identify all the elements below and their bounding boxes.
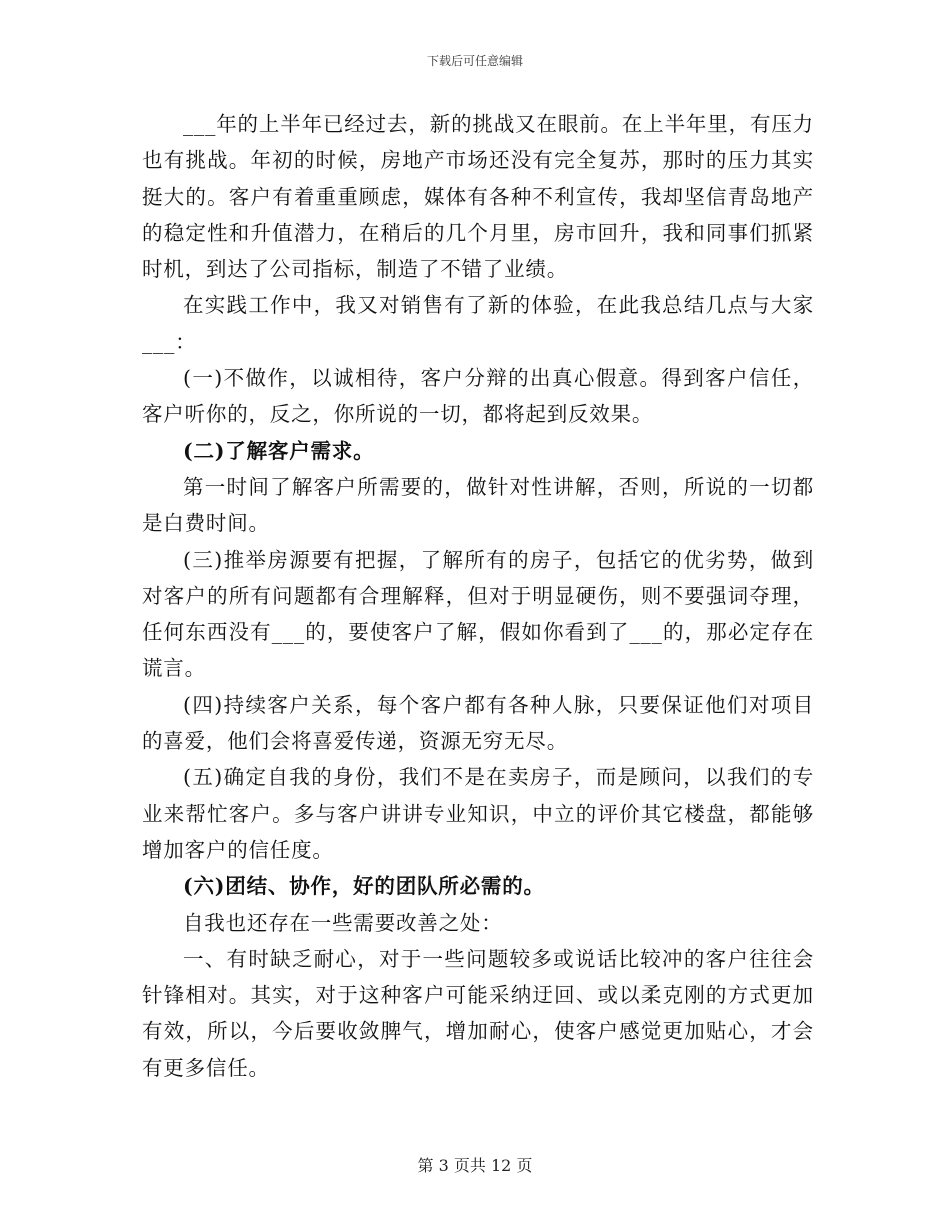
- paragraph-intro: ___年的上半年已经过去，新的挑战又在眼前。在上半年里，有压力也有挑战。年初的时候，房地产市场还没有完全复苏，那时的压力其实挺大的。客户有着重重顾虑，媒体有各种不利宣传，我却坚信青岛地产的稳定性和升值潜力，在稍后的几个月里，房市回升，我和同事们抓紧时机，到达了公司指标，制造了不错了业绩。: [142, 112, 814, 282]
- document-body: [142, 106, 814, 1086]
- paragraph-point-4: (四)持续客户关系，每个客户都有各种人脉，只要保证他们对项目的喜爱，他们会将喜爱传递，资源无穷无尽。: [142, 692, 814, 754]
- paragraph-point-1: (一)不做作，以诚相待，客户分辩的出真心假意。得到客户信任，客户听你的，反之，你所说的一切，都将起到反效果。: [142, 366, 814, 427]
- paragraph-improvement-1: 一、有时缺乏耐心，对于一些问题较多或说话比较冲的客户往往会针锋相对。其实，对于这种客户可能采纳迂回、或以柔克刚的方式更加有效，所以，今后要收敛脾气，增加耐心，使客户感觉更加贴心，才会有更多信任。: [142, 946, 814, 1080]
- paragraph-point-5: (五)确定自我的身份，我们不是在卖房子，而是顾问，以我们的专业来帮忙客户。多与客户讲讲专业知识，中立的评价其它楼盘，都能够增加客户的信任度。: [142, 765, 814, 862]
- paragraph-point-6: (六)团结、协作，好的团队所必需的。: [183, 874, 545, 899]
- paragraph-point-2-heading: (二)了解客户需求。: [183, 438, 375, 463]
- paragraph-point-2-body: 第一时间了解客户所需要的，做针对性讲解，否则，所说的一切都是白费时间。: [142, 474, 814, 536]
- paragraph-improvement-lead: 自我也还存在一些需要改善之处：: [183, 910, 503, 935]
- page-header: 下载后可任意编辑: [426, 54, 523, 68]
- paragraph-summary-lead: 在实践工作中，我又对销售有了新的体验，在此我总结几点与大家___：: [142, 293, 814, 354]
- paragraph-point-3: (三)推举房源要有把握，了解所有的房子，包括它的优劣势，做到对客户的所有问题都有合理解释，但对于明显硬伤，则不要强词夺理，任何东西没有___的，要使客户了解，假如你看到了___的，那必定存在谎言。: [142, 547, 814, 681]
- page-footer: 第 3 页共 12 页: [417, 1156, 533, 1175]
